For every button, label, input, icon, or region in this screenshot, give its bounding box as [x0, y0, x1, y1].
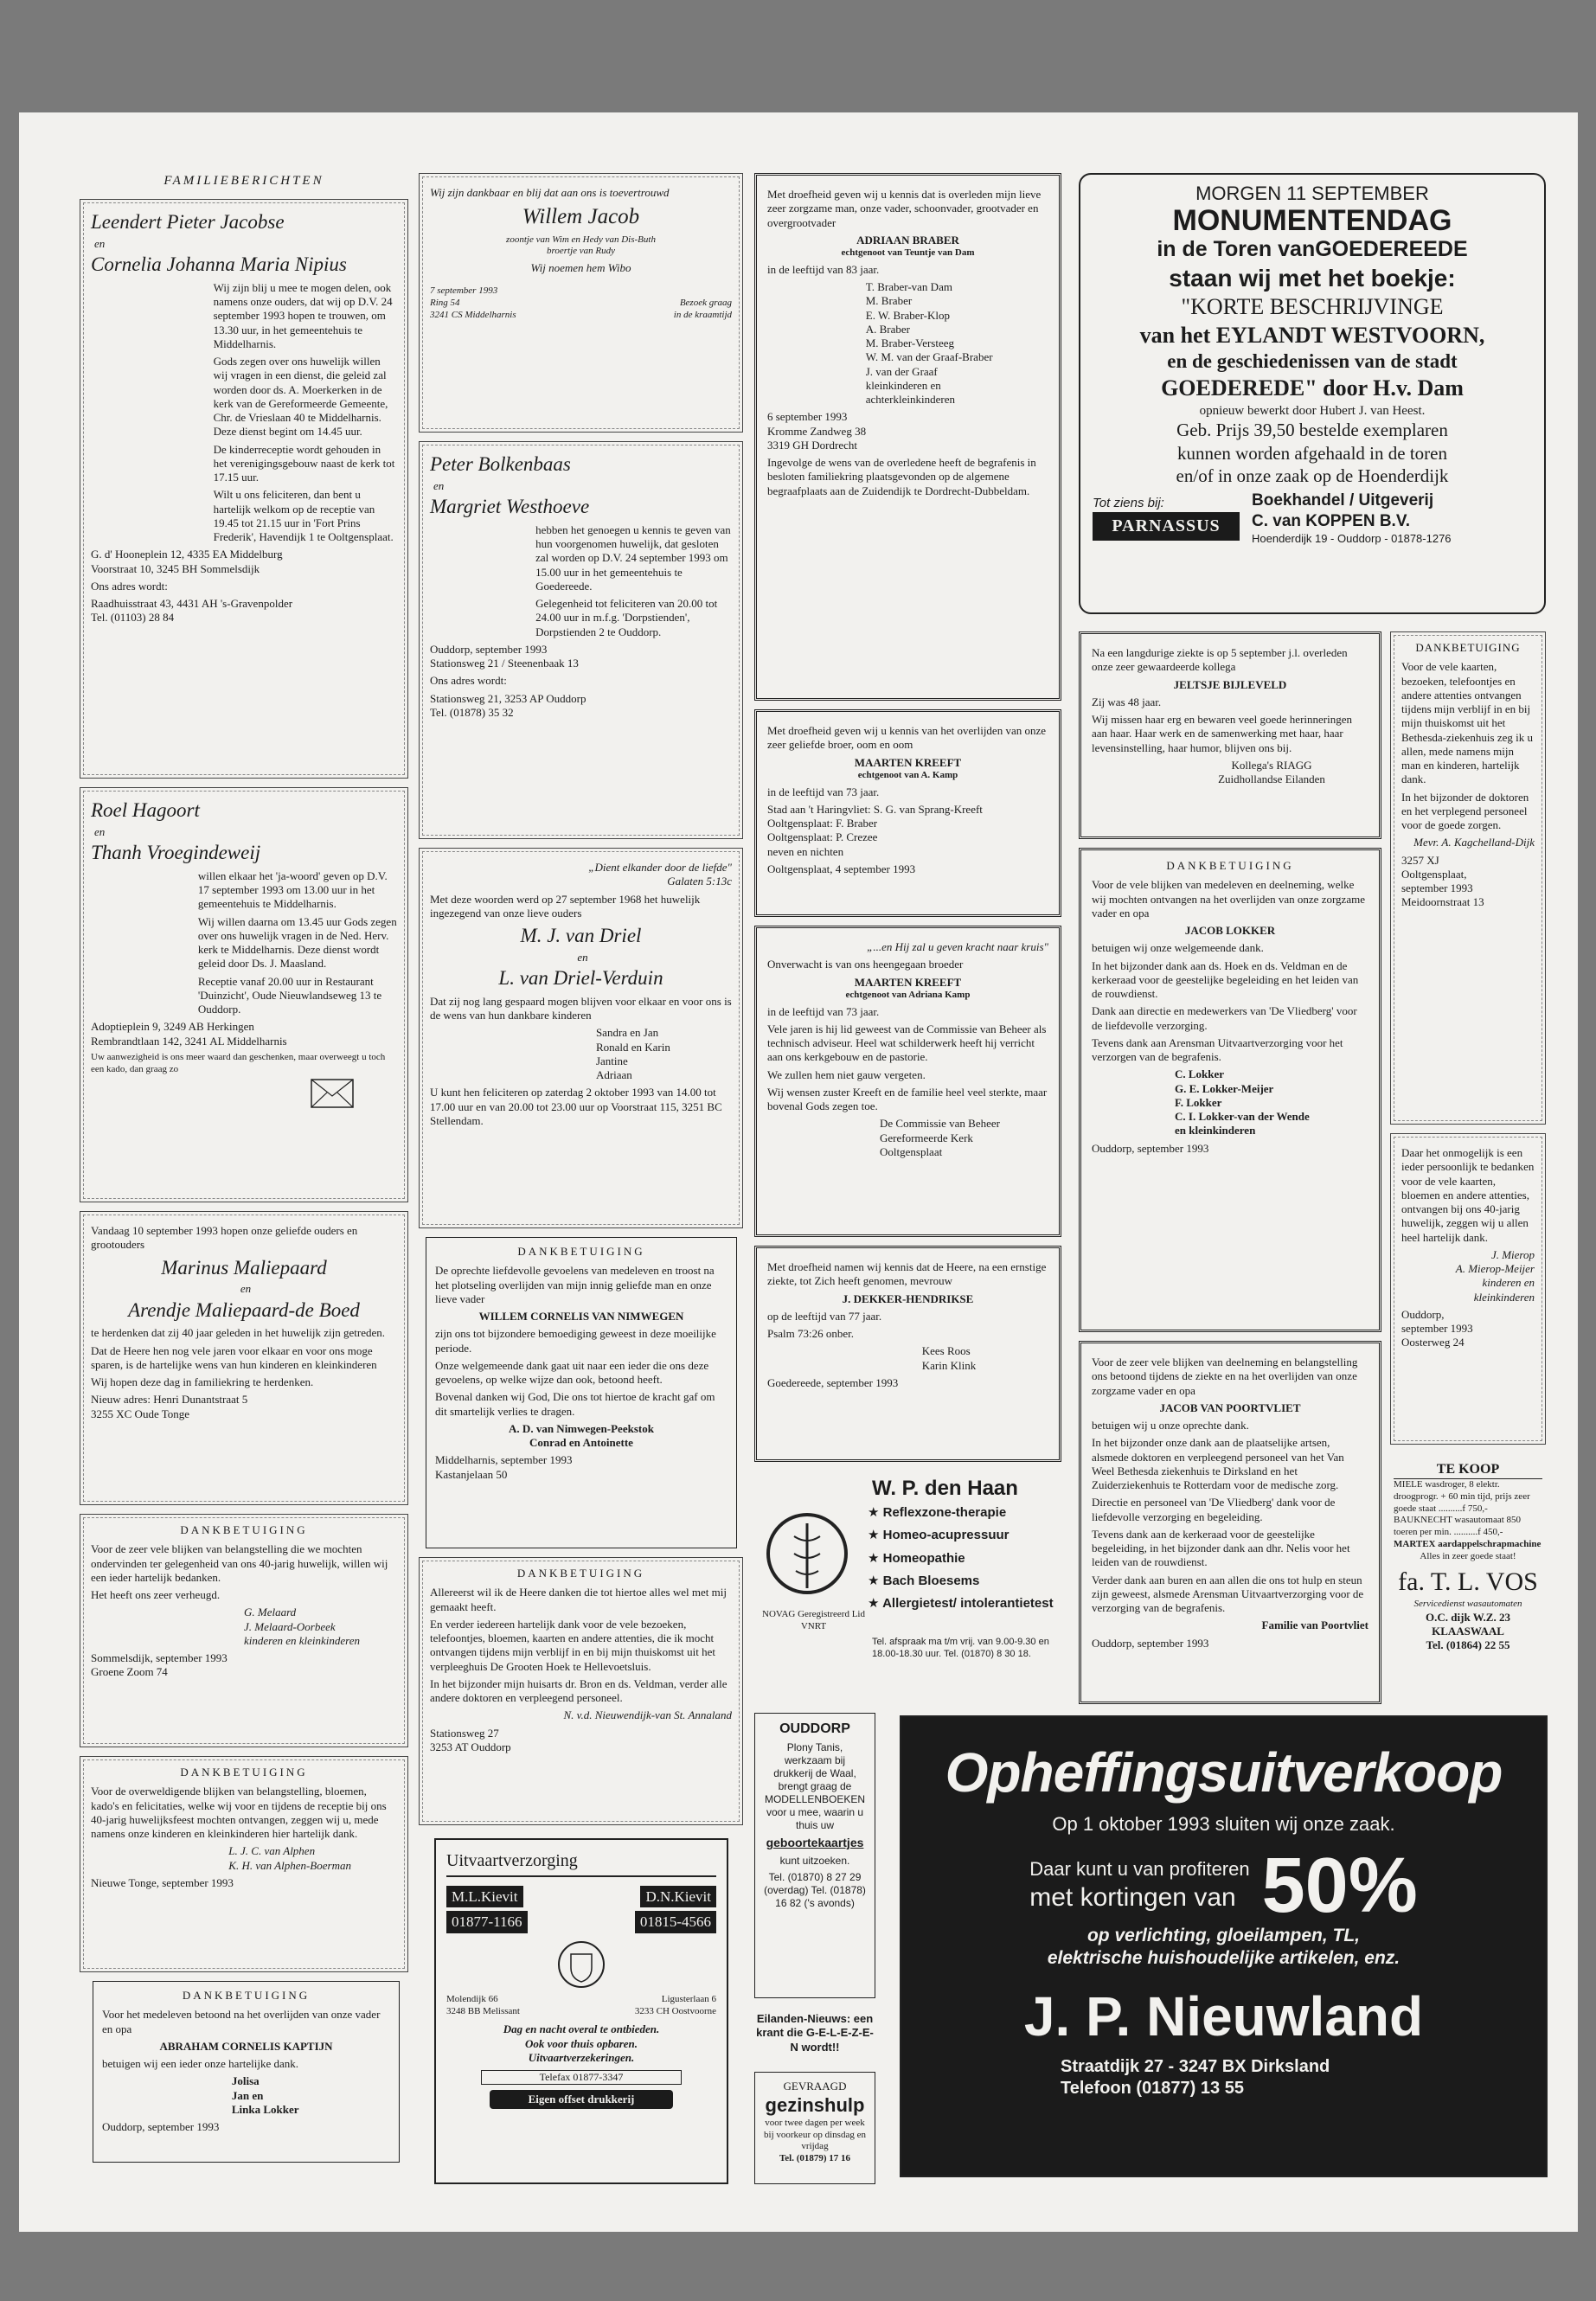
text: willen elkaar het 'ja-woord' geven op D.V. 17 september 1993 om 13.00 uur in het gemeentehuis te Middelharnis. — [197, 868, 388, 911]
ad-line: met kortingen van — [1029, 1882, 1236, 1912]
deceased-name: J. DEKKER-HENDRIKSE — [842, 1292, 974, 1305]
signature: Kollega's RIAGG Zuidhollandse Eilanden — [1218, 758, 1325, 785]
en-text: en — [433, 478, 445, 492]
en-text: en — [240, 1282, 252, 1296]
ad-line: elektrische huishoudelijke artikelen, enz. — [1047, 1947, 1401, 1968]
telephone: Telefoon (01877) 13 55 — [1061, 2079, 1244, 2098]
text: Dat zij nog lang gespaard mogen blijven voor elkaar en voor ons is de wens van hun dankbare kinderen — [430, 994, 732, 1022]
signature: C. Lokker G. E. Lokker-Meijer F. Lokker C. I. Lokker-van der Wende en kleinkinderen — [1175, 1067, 1310, 1138]
wife-name: L. van Driel-Verduin — [498, 967, 663, 989]
age: Zij was 48 jaar. — [1092, 695, 1162, 708]
thanks-van-poortvliet — [1079, 1341, 1381, 1704]
signature: N. v.d. Nieuwendijk-van St. Annaland — [563, 1708, 732, 1722]
name-badge: M.L.Kievit — [446, 1886, 523, 1907]
ad-line: staan wij met het boekje: — [1169, 265, 1456, 292]
text: Onverwacht is van ons heengegaan broeder — [767, 958, 964, 971]
address-label: Ons adres wordt: — [430, 674, 507, 688]
text: Ingevolge de wens van de overledene heeft de begrafenis in besloten familiekring plaatsgevonden op de algemene begraafplaats aan de Zuidendijk te Dordrecht-Dubbeldam. — [767, 456, 1036, 497]
spouse: echtgenoot van Adriana Kamp — [845, 989, 971, 1000]
text: Vele jaren is hij lid geweest van de Commissie van Beheer als technisch adviseur. Heel wat schilderwerk heeft hij verricht aan ons kerkgebouw en de pastorie. — [767, 1022, 1047, 1064]
service-item: ★ Allergietest/ intolerantietest — [868, 1596, 1054, 1611]
text: Het heeft ons zeer verheugd. — [91, 1588, 221, 1601]
groom-name: Peter Bolkenbaas — [430, 453, 571, 475]
text: In het bijzonder dank aan ds. Hoek en ds. Veldman en de kerkeraad voor de geestelijke begeleiding en het leiden van de rouwdienst. — [1092, 958, 1359, 1000]
ad-title: TE KOOP — [1394, 1461, 1542, 1479]
ad-line: MONUMENTENDAG — [1172, 203, 1452, 237]
wedding-announcement-jacobse — [80, 199, 408, 779]
crest-icon — [446, 1939, 716, 1994]
signature: L. J. C. van Alphen K. H. van Alphen-Boerman — [228, 1844, 351, 1872]
ad-title: OUDDORP — [779, 1721, 850, 1736]
ad-gezinshulp — [754, 2072, 875, 2184]
text: Wij noemen hem Wibo — [530, 261, 631, 274]
ad-title: Uitvaartverzorging — [446, 1850, 716, 1877]
text: Onze welgemeende dank gaat uit naar een ieder die ons deze gevoelens, op welke wijze dan ook, betoond heeft. — [435, 1358, 709, 1386]
death-kreeft-church — [754, 926, 1061, 1237]
text: In het bijzonder mijn huisarts dr. Bron en ds. Veldman, verder alle andere doktoren en verpleegend personeel. — [430, 1676, 727, 1704]
text: Allereerst wil ik de Heere danken die tot hiertoe alles wel met mij gemaakt heeft. — [430, 1586, 727, 1613]
thanks-kagchelland — [1390, 631, 1546, 1125]
text: In het bijzonder de doktoren en het verplegend personeel voor de goede zorgen. — [1401, 790, 1529, 831]
wedding-announcement-bolkenbaas — [419, 441, 743, 839]
deceased-name: JACOB VAN POORTVLIET — [1159, 1400, 1301, 1414]
shop-name: Boekhandel / Uitgeverij — [1252, 491, 1434, 510]
text: Voor het medeleven betoond na het overlijden van onze vader en opa — [102, 2008, 381, 2035]
address: Ouddorp, september 1993 Stationsweg 21 / Steenenbaak 13 — [430, 642, 579, 670]
text: Gods zegen over ons huwelijk willen wij vragen in een dienst, die geleid zal worden door ds. A. Moerkerken in de kerk van de Gereformeerde Gemeente, Chr. de Vrieslaan 40 te Middelharnis. Deze dienst begint om 14.45 uur. — [213, 355, 388, 439]
place-date: Ouddorp, september 1993 Oosterweg 24 — [1401, 1307, 1473, 1349]
text: Receptie vanaf 20.00 uur in Restaurant 'Duinzicht', Oude Nieuwlandseweg 13 te Ouddorp. — [197, 974, 382, 1016]
text: Voor de vele blijken van medeleven en deelneming, welke wij mochten ontvangen na het overlijden van onze zorgzame vader en opa — [1092, 878, 1365, 920]
text: Wij hopen deze dag in familiekring te herdenken. — [91, 1375, 314, 1388]
thanks-title: DANKBETUIGING — [180, 1523, 308, 1536]
ad-te-koop — [1390, 1458, 1546, 1704]
ad-line: "KORTE BESCHRIJVINGE — [1181, 294, 1444, 320]
ad-line: kunnen worden afgehaald in de toren — [1177, 442, 1447, 464]
place-date: Stationsweg 27 3253 AT Ouddorp — [430, 1726, 511, 1753]
ad-line: Op 1 oktober 1993 sluiten wij onze zaak. — [1052, 1813, 1395, 1835]
address-label: Ons adres wordt: — [91, 579, 168, 593]
wife-name: Arendje Maliepaard-de Boed — [128, 1298, 360, 1321]
en-text: en — [94, 236, 106, 250]
ad-title: Opheffingsuitverkoop — [945, 1741, 1503, 1804]
signature: A. D. van Nimwegen-Peekstok Conrad en Antoinette — [509, 1421, 654, 1449]
shop-address: Hoenderdijk 19 - Ouddorp - 01878-1276 — [1252, 531, 1452, 545]
place-date: Ouddorp, september 1993 — [1092, 1141, 1209, 1155]
print-badge: Eigen offset drukkerij — [490, 2090, 673, 2109]
text: Directie en personeel van 'De Vliedberg' dank voor de liefdevolle verzorging en begeleiding. — [1092, 1496, 1336, 1523]
intro-text: Wij zijn dankbaar en blij dat aan ons is toevertrouwd — [430, 186, 670, 199]
family: T. Braber-van Dam M. Braber E. W. Braber-Klop A. Braber M. Braber-Versteeg W. M. van der Graaf-Braber J. van der Graaf kleinkinderen en achterkleinkinderen — [865, 280, 993, 406]
telephone: Tel. (01870) 8 27 29 (overdag) Tel. (01878) 16 82 ('s avonds) — [764, 1870, 866, 1909]
signature: Mevr. A. Kagchelland-Dijk — [1413, 836, 1535, 849]
age: in de leeftijd van 83 jaar. — [767, 262, 880, 276]
text: Vandaag 10 september 1993 hopen onze geliefde ouders en grootouders — [91, 1224, 358, 1252]
visit-note: Bezoek graag in de kraamtijd — [673, 298, 732, 320]
death-braber — [754, 173, 1061, 701]
text: Daar het onmogelijk is een ieder persoonlijk te bedanken voor de vele kaarten, bloemen en andere attenties, ontvangen bij ons 40-jarig huwelijk, zeggen wij u allen heel hartelijk dank. — [1401, 1146, 1535, 1244]
address: Nieuw adres: Henri Dunantstraat 5 3255 XC Oude Tonge — [91, 1393, 248, 1420]
shop-name: C. van KOPPEN B.V. — [1252, 511, 1411, 530]
name-badge: D.N.Kievit — [640, 1886, 716, 1907]
ad-monumentendag — [1079, 173, 1546, 614]
ad-line: op verlichting, gloeilampen, TL, — [1086, 1925, 1361, 1945]
deceased-name: ADRIAAN BRABER — [856, 233, 959, 247]
text: voor twee dagen per week bij voorkeur op dinsdag en vrijdag — [764, 2117, 866, 2152]
service-item: ★ Homeopathie — [868, 1550, 965, 1566]
address: G. d' Hooneplein 12, 4335 EA Middelburg Voorstraat 10, 3245 BH Sommelsdijk — [91, 548, 283, 575]
ad-line: in de Toren vanGOEDEREEDE — [1157, 237, 1468, 262]
section-title: FAMILIEBERICHTEN — [163, 174, 324, 188]
text: Voor de overweldigende blijken van belangstelling, bloemen, kado's en felicitaties, welke wij voor en tijdens de receptie bij ons 40-jarig huwelijksfeest mochten ontvangen, zeggen wij u, mede namens onze kinderen en kleinkinderen hier hartelijk dank. — [91, 1785, 387, 1840]
text: Wij wensen zuster Kreeft en de familie heel veel sterkte, maar bovenal Gods zegen toe. — [767, 1085, 1048, 1112]
slogan: Ook voor thuis opbaren. — [524, 2036, 638, 2050]
text: Voor de zeer vele blijken van belangstelling die we mochten ondervinden ter gelegenheid van ons 40-jarig huwelijk, willen wij een ieder hartelijk bedanken. — [91, 1542, 388, 1584]
text: te herdenken dat zij 40 jaar geleden in het huwelijk zijn getreden. — [91, 1326, 386, 1340]
thanks-title: DANKBETUIGING — [182, 1989, 311, 2002]
service-item: ★ Reflexzone-therapie — [868, 1505, 1007, 1520]
telephone: Tel. (01864) 22 55 — [1426, 1638, 1510, 1651]
service-item: ★ Bach Bloesems — [868, 1573, 980, 1588]
anniversary-maliepaard — [80, 1211, 408, 1505]
death-bijleveld — [1079, 631, 1381, 839]
psalm: Psalm 73:26 onber. — [767, 1327, 855, 1340]
text: Voor de vele kaarten, bezoeken, telefoontjes en andere attenties ontvangen tijdens mijn verblijf in en bij mijn thuiskomst uit het Bethesda-ziekenhuis zeg ik u allen, mede namens mijn man en kinderen, hartelijk dank. — [1401, 660, 1533, 786]
thanks-mierop — [1390, 1133, 1546, 1445]
signature: Jolisa Jan en Linka Lokker — [231, 2074, 299, 2116]
place-date: Ouddorp, september 1993 — [102, 2120, 220, 2133]
text: Dat de Heere hen nog vele jaren voor elkaar en voor ons moge sparen, is de hartelijke wens van hun kinderen en kleinkinderen — [91, 1343, 377, 1371]
ad-line: MORGEN 11 SEPTEMBER — [1195, 183, 1429, 204]
deceased-name: JACOB LOKKER — [1184, 924, 1276, 937]
ad-nieuwland-clearance — [901, 1717, 1546, 2176]
ad-title: W. P. den Haan — [872, 1477, 1018, 1500]
address: O.C. dijk W.Z. 23 KLAASWAAL — [1426, 1610, 1510, 1638]
address-new: Stationsweg 21, 3253 AP Ouddorp Tel. (01878) 35 32 — [430, 691, 586, 719]
thanks-title: DANKBETUIGING — [180, 1766, 308, 1779]
text: hebben het genoegen u kennis te geven van hun voorgenomen huwelijk, dat gesloten zal worden op D.V. 24 september 1993 om 15.00 uur in het gemeentehuis te Goedereede. — [535, 522, 731, 593]
bible-quote: „...en Hij zal u geven kracht naar kruis" — [867, 940, 1048, 953]
text: Met droefheid geven wij u kennis dat is overleden mijn lieve zeer zorgzame man, onze vader, schoonvader, grootvader en overgrootvader — [767, 188, 1042, 229]
age: in de leeftijd van 73 jaar. — [767, 785, 880, 798]
service-item: ★ Homeo-acupressuur — [868, 1528, 1010, 1543]
signature: Familie van Poortvliet — [1261, 1618, 1368, 1632]
ad-ouddorp-cards — [754, 1713, 875, 1998]
address: Straatdijk 27 - 3247 BX Dirksland — [1061, 2057, 1330, 2076]
envelope-icon — [91, 1079, 397, 1112]
thanks-title: DANKBETUIGING — [517, 1245, 645, 1258]
text: betuigen wij onze welgemeende dank. — [1092, 941, 1264, 955]
text: Wij missen haar erg en bewaren veel goede herinneringen aan haar. Haar werk en de samenwerking met haar, haar levensinstelling, haar humor, blijven ons bij. — [1092, 713, 1352, 754]
thanks-van-nimwegen — [426, 1237, 737, 1548]
age: op de leeftijd van 77 jaar. — [767, 1309, 882, 1323]
deceased-name: ABRAHAM CORNELIS KAPTIJN — [159, 2039, 333, 2053]
caduceus-icon — [760, 1502, 868, 1633]
place-date: Nieuwe Tonge, september 1993 — [91, 1875, 234, 1889]
signature: J. Mierop A. Mierop-Meijer kinderen en kleinkinderen — [1455, 1247, 1535, 1304]
husband-name: Marinus Maliepaard — [161, 1256, 327, 1279]
slogan: Dag en nacht overal te ontbieden. — [503, 2022, 660, 2036]
text: In het bijzonder onze dank aan de plaatselijke artsen, alsmede doktoren en verpleegend personeel van het Van Weel Bethesda ziekenhuis te Dirksland en het Zuiderziekenhuis te Rotterdam voor de medische zorg. — [1092, 1436, 1344, 1491]
text: En verder iedereen hartelijk dank voor de vele bezoeken, telefoontjes, bloemen, kaarten en andere attenties, die ik mocht ontvangen tijdens mijn verblijf in en bij mijn thuiskomst uit het verpleeghuis De Grooten Hoek te Hellevoetsluis. — [430, 1617, 716, 1673]
ad-line: en/of in onze zaak op de Hoenderdijk — [1176, 465, 1449, 486]
place-date: Sommelsdijk, september 1993 Groene Zoom 74 — [91, 1651, 228, 1679]
husband-name: M. J. van Driel — [520, 925, 642, 946]
place-date: Ooltgensplaat, 4 september 1993 — [767, 862, 916, 875]
ad-kievit-undertaker — [434, 1838, 728, 2184]
deceased-name: MAARTEN KREEFT — [854, 755, 962, 769]
text: Tevens dank aan Arensman Uitvaartverzorging voor het verzorgen van de begrafenis. — [1092, 1035, 1343, 1063]
spouse: echtgenoot van A. Kamp — [857, 769, 958, 780]
tot-ziens: Tot ziens bij: — [1093, 496, 1164, 511]
baby-name: Willem Jacob — [522, 205, 640, 229]
date-address: 6 september 1993 Kromme Zandweg 38 3319 GH Dordrecht — [767, 410, 867, 452]
text: zijn ons tot bijzondere bemoediging geweest in deze moeilijke periode. — [435, 1327, 716, 1355]
text: zoontje van Wim en Hedy van Dis-Buth broertje van Rudy — [506, 234, 656, 257]
deceased-name: MAARTEN KREEFT — [854, 975, 962, 989]
children-names: Sandra en Jan Ronald en Karin Jantine Adriaan — [595, 1026, 670, 1081]
thanks-nieuwendijk — [419, 1557, 743, 1825]
text: Wilt u ons feliciteren, dan bent u hartelijk welkom op de receptie van 19.45 tot 21.15 uur in 'Fort Prins Frederik', Havendijk 1 te Ooltgensplaat. — [213, 488, 394, 543]
ad-highlight: gezinshulp — [765, 2094, 865, 2117]
sale-item: MARTEX aardappelschrapmachine — [1394, 1538, 1542, 1549]
place-date: Goedereede, september 1993 — [767, 1375, 899, 1389]
text: Met droefheid namen wij kennis dat de Heere, na een ernstige ziekte, tot Zich heeft genomen, mevrouw — [767, 1260, 1047, 1288]
thanks-kaptijn — [93, 1981, 400, 2163]
text: Na een langdurige ziekte is op 5 september j.l. overleden onze zeer gewaardeerde kollega — [1092, 646, 1348, 674]
en-text: en — [94, 824, 106, 838]
text: Met deze woorden werd op 27 september 1968 het huwelijk ingezegend van onze lieve ouders — [430, 892, 701, 920]
signature: De Commissie van Beheer Gereformeerde Kerk Ooltgensplaat — [880, 1117, 1000, 1158]
thanks-van-alphen — [80, 1756, 408, 1972]
ad-line: Geb. Prijs 39,50 bestelde exemplaren — [1176, 420, 1448, 441]
fax: Telefax 01877-3347 — [481, 2070, 682, 2085]
death-kreeft-family — [754, 709, 1061, 917]
text: U kunt hen feliciteren op zaterdag 2 oktober 1993 van 14.00 tot 17.00 uur en van 20.00 tot 23.00 uur op Voorstraat 115, 3251 BC Stellendam. — [430, 1086, 722, 1127]
text: kunt uitzoeken. — [779, 1854, 850, 1867]
bride-name: Thanh Vroegindeweij — [91, 842, 261, 863]
text: Gelegenheid tot feliciteren van 20.00 tot 24.00 uur in m.f.g. 'Dorpstienden', Dorpstienden 2 te Ouddorp. — [535, 597, 718, 638]
gift-note: Uw aanwezigheid is ons meer waard dan geschenken, maar overweegt u toch een kado, dan graag zo — [91, 1051, 386, 1074]
text: Plony Tanis, werkzaam bij drukkerij de Waal, brengt graag de MODELLENBOEKEN voor u mee, waarin u thuis uw — [764, 1741, 866, 1831]
text: Tevens dank aan de kerkeraad voor de geestelijke begeleiding, in het bijzonder dank aan dhr. Nelis voor het leiden van de rouwdienst. — [1092, 1527, 1350, 1569]
text: Wij zijn blij u mee te mogen delen, ook namens onze ouders, dat wij op D.V. 24 september 1993 hopen te trouwen, om 13.30 uur, in het gemeentehuis te Middelharnis. — [213, 280, 393, 350]
place-date: Ouddorp, september 1993 — [1092, 1636, 1209, 1650]
anniversary-van-driel — [419, 848, 743, 1228]
telephone: Tel. afspraak ma t/m vrij. van 9.00-9.30 en 18.00-18.30 uur. Tel. (01870) 8 30 18. — [872, 1636, 1049, 1659]
phone-badge: 01877-1166 — [446, 1911, 528, 1932]
text: Dank aan directie en medewerkers van 'De Vliedberg' voor de liefdevolle verzorging. — [1092, 1004, 1357, 1032]
shop-name: fa. T. L. VOS — [1398, 1567, 1538, 1597]
ad-eilanden-nieuws: Eilanden-Nieuws: een krant die G-E-L-E-Z-E-N wordt!! — [756, 2012, 874, 2054]
text: Voor de zeer vele blijken van deelneming en belangstelling ons betoond tijdens de ziekte en na het overlijden van onze zorgzame vader en opa — [1092, 1356, 1358, 1397]
place-date: Middelharnis, september 1993 Kastanjelaan 50 — [435, 1453, 573, 1481]
spouse: echtgenoot van Teuntje van Dam — [841, 247, 975, 258]
family: Stad aan 't Haringvliet: S. G. van Sprang-Kreeft Ooltgensplaat: F. Braber Ooltgensplaat: P. Crezee neven en nichten — [767, 802, 983, 858]
thanks-title: DANKBETUIGING — [1415, 641, 1521, 654]
text: Wij willen daarna om 13.45 uur Gods zegen over ons huwelijk vragen in de Ned. Herv. kerk te Middelharnis. Deze dienst wordt geleid door Ds. J. Maasland. — [197, 914, 397, 971]
deceased-name: JELTSJE BIJLEVELD — [1173, 677, 1287, 691]
birth-announcement-willem — [419, 173, 743, 433]
ad-line: opnieuw bewerkt door Hubert J. van Heest. — [1199, 403, 1426, 418]
address: Adoptieplein 9, 3249 AB Herkingen Rembrandtlaan 142, 3241 AL Middelharnis — [91, 1020, 287, 1048]
thanks-title: DANKBETUIGING — [1166, 859, 1294, 872]
bride-name: Margriet Westhoeve — [430, 496, 590, 517]
text: De oprechte liefdevolle gevoelens van medeleven en troost na het plotseling overlijden van mijn innig geliefde man en onze lieve vader — [435, 1264, 715, 1305]
section-header — [80, 173, 408, 190]
newspaper-page — [19, 112, 1578, 2232]
age: in de leeftijd van 73 jaar. — [767, 1004, 880, 1018]
slogan: Uitvaartverzekeringen. — [528, 2050, 635, 2064]
text: Bovenal danken wij God, Die ons tot hiertoe de kracht gaf om dit smartelijk verlies te dragen. — [435, 1390, 715, 1418]
text: We zullen hem niet gauw vergeten. — [767, 1067, 926, 1081]
shop-name: J. P. Nieuwland — [1023, 1985, 1424, 2048]
bride-name: Cornelia Johanna Maria Nipius — [91, 253, 347, 275]
deceased-name: WILLEM CORNELIS VAN NIMWEGEN — [478, 1310, 684, 1323]
phone-badge: 01815-4566 — [635, 1911, 716, 1932]
label: GEVRAAGD — [783, 2080, 847, 2093]
telephone: Tel. (01103) 28 84 — [91, 611, 175, 625]
thanks-lokker — [1079, 848, 1381, 1332]
groom-name: Roel Hagoort — [91, 799, 200, 821]
sale-item: MIELE wasdroger, 8 elektr. droogprogr. + 60 min tijd, prijs zeer goede staat ..........f 750,- — [1394, 1479, 1530, 1514]
address-new: Raadhuisstraat 43, 4431 AH 's-Gravenpolder — [91, 597, 293, 610]
logo-caption: NOVAG Geregistreerd Lid VNRT — [762, 1609, 865, 1631]
ad-line: en de geschiedenissen van de stadt — [1167, 350, 1458, 373]
shop-sub: Servicedienst wasautomaten — [1413, 1598, 1522, 1609]
note: Alles in zeer goede staat! — [1420, 1550, 1516, 1561]
thanks-melaard — [80, 1514, 408, 1747]
ad-highlight: geboortekaartjes — [766, 1836, 864, 1849]
signature: Kees Roos Karin Klink — [921, 1344, 977, 1372]
text: Verder dank aan buren en aan allen die ons tot hulp en steun zijn geweest, alsmede Arensman Uitvaartverzorging voor de verzorging van de begrafenis. — [1092, 1573, 1364, 1614]
wedding-announcement-hagoort — [80, 787, 408, 1202]
place-date: 3257 XJ Ooltgensplaat, september 1993 Meidoornstraat 13 — [1401, 853, 1484, 909]
discount-percent: 50% — [1261, 1842, 1418, 1929]
en-text: en — [577, 950, 588, 964]
text: Met droefheid geven wij u kennis van het overlijden van onze zeer geliefde broer, oom en oom — [767, 724, 1047, 752]
death-dekker — [754, 1246, 1061, 1462]
ad-line: van het EYLANDT WESTVOORN, — [1139, 322, 1485, 348]
bible-quote: „Dient elkander door de liefde" Galaten 5:13c — [588, 861, 732, 888]
sale-item: BAUKNECHT wasautomaat 850 toeren per min. ..........f 450,- — [1394, 1515, 1522, 1537]
thanks-title: DANKBETUIGING — [516, 1567, 645, 1580]
ad-den-haan — [754, 1471, 1061, 1704]
ad-line: Daar kunt u van profiteren — [1029, 1858, 1250, 1880]
ad-line: GOEDEREDE" door H.v. Dam — [1161, 375, 1464, 401]
text: betuigen wij een ieder onze hartelijke dank. — [102, 2057, 299, 2070]
telephone: Tel. (01879) 17 16 — [779, 2153, 851, 2163]
address: Molendijk 66 3248 BB Melissant — [446, 1993, 520, 2016]
parnassus-logo: PARNASSUS — [1093, 512, 1240, 541]
text: De kinderreceptie wordt gehouden in het verenigingsgebouw naast de kerk tot 17.15 uur. — [213, 442, 395, 484]
address: Ligusterlaan 6 3233 CH Oostvoorne — [634, 1993, 716, 2016]
signature: G. Melaard J. Melaard-Oorbeek kinderen en kleinkinderen — [244, 1606, 361, 1647]
groom-name: Leendert Pieter Jacobse — [91, 211, 285, 233]
text: betuigen wij u onze oprechte dank. — [1092, 1419, 1249, 1432]
date-address: 7 september 1993 Ring 54 3241 CS Middelharnis — [430, 285, 516, 320]
